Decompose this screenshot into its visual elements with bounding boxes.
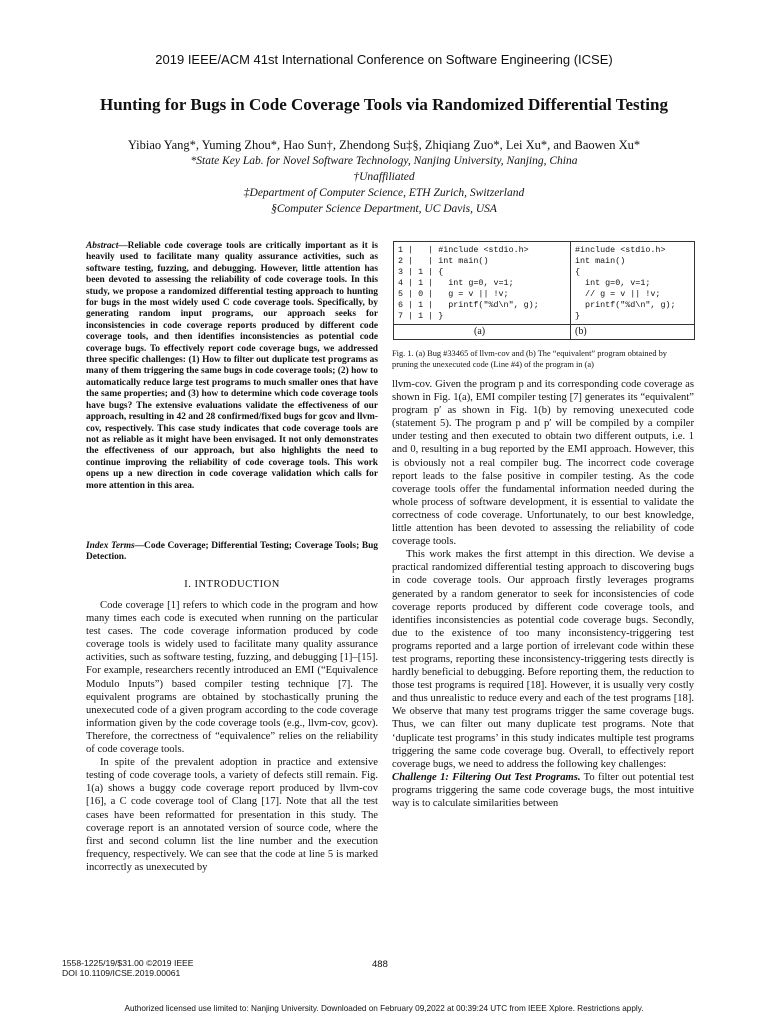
code-line: 1 | | #include <stdio.h>	[398, 245, 529, 255]
code-line: 2 | | int main()	[398, 256, 489, 266]
license-notice: Authorized licensed use limited to: Nanjing University. Downloaded on February 09,2022 at 00:39:24 UTC from IEEE Xplore. Restrictions apply.	[124, 1004, 644, 1013]
right-paragraph-2: This work makes the first attempt in this direction. We devise a practical randomized differential testing approach to discovering bugs in code coverage tools. Our approach firstly leverages programs generated by a random generator to seek for inconsistencies of code coverage reports produced by different code coverage tools, and identifies inconsistencies as potential code coverage bugs. Secondly, due to the existence of too many inconsistency-triggering test programs reported and a large portion of irrelevant code within these test programs, reporting these inconsistency-triggering tests directly is hardly beneficial to debugging. Before reporting them, the reduction to those test programs is required [18]. However, it is usually very costly and thus unrealistic to reduce every and each of the test programs [18]. We observe that many test programs trigger the same coverage bugs. Thus, we can filter out many duplicate test programs. Note that ‘duplicate test programs’ in this study indicates multiple test programs triggering the same code coverage bug. Overall, to effectively report coverage bugs, we need to address the following key challenges:	[392, 549, 694, 770]
issn-text: 1558-1225/19/$31.00 ©2019 IEEE	[62, 958, 194, 968]
code-line: #include <stdio.h>	[575, 245, 666, 255]
affiliation-4: §Computer Science Department, UC Davis, USA	[271, 203, 497, 215]
abstract	[86, 241, 378, 492]
index-terms-text: —Code Coverage; Differential Testing; Coverage Tools; Bug Detection.	[86, 541, 378, 563]
code-line: }	[575, 311, 581, 321]
abstract-text: —Reliable code coverage tools are critically important as it is heavily used to facilitate many quality assurance activities, such as software testing, fuzzing, and debugging. However, little attention has been devoted to assessing the reliability of code coverage tools. In this study, we propose a randomized differential testing approach to hunting for bugs in the most widely used C code coverage tools. Specifically, by generating random input programs, our approach seeks for inconsistencies in code coverage reports produced by different code coverage tools, and then identifies inconsistencies as potential code coverage bugs. To effectively report code coverage bugs, we addressed three specific challenges: (1) How to filter out duplicate test programs as many of them triggering the same bugs in code coverage tools; (2) how to automatically reduce large test programs to much smaller ones that have the same properties; and (3) how to determine which code coverage tools have bugs? The extensive evaluations validate the effectiveness of our approach, resulting in 42 and 28 confirmed/fixed bugs for gcov and llvm-cov, respectively. This case study indicates that code coverage tools are not as reliable as it might have been envisaged. It not only demonstrates the effectiveness of our approach, but also highlights the need to continue improving the reliability of code coverage tools. This work opens up a new direction in code coverage validation which calls for more attention in this area.	[86, 241, 378, 491]
code-line: int g=0, v=1;	[575, 278, 651, 288]
code-line: 7 | 1 | }	[398, 311, 444, 321]
code-line: 5 | 0 | g = v || !v;	[398, 289, 509, 299]
figure-1	[393, 241, 695, 340]
figure-divider	[394, 324, 694, 325]
intro-body	[86, 599, 378, 874]
figure-1b-label: (b)	[575, 326, 587, 337]
abstract-label: Abstract	[86, 241, 119, 251]
paper-title: Hunting for Bugs in Code Coverage Tools via Randomized Differential Testing	[100, 95, 668, 114]
section-heading: I. INTRODUCTION	[184, 579, 280, 590]
code-line: {	[575, 267, 581, 277]
conference-header: 2019 IEEE/ACM 41st International Conference on Software Engineering (ICSE)	[155, 52, 613, 67]
right-column-body	[392, 378, 694, 810]
intro-paragraph-2: In spite of the prevalent adoption in practice and extensive testing of code coverage tools, a variety of defects still remain. Fig. 1(a) shows a buggy code coverage report produced by llvm-cov [16], a C code coverage tool of Clang [17]. Note that all the test cases have been reformatted for presentation in this study. The coverage report is an annotated version of source code, where the first and second column list the line number and the execution frequency, respectively. We can see that the code at line 5 is marked incorrectly as unexecuted by	[86, 757, 378, 873]
code-line: 6 | 1 | printf("%d\n", g);	[398, 300, 539, 310]
affiliation-2: †Unaffiliated	[353, 171, 415, 183]
footer-info	[62, 958, 194, 978]
affiliation-3: ‡Department of Computer Science, ETH Zurich, Switzerland	[243, 187, 525, 199]
challenge-paragraph	[392, 771, 694, 810]
figure-1a-label: (a)	[474, 326, 486, 337]
code-line: // g = v || !v;	[575, 289, 661, 299]
affiliation-1: *State Key Lab. for Novel Software Technology, Nanjing University, Nanjing, China	[190, 155, 578, 167]
code-line: int main()	[575, 256, 626, 266]
doi-text: DOI 10.1109/ICSE.2019.00061	[62, 968, 181, 978]
index-terms-label: Index Terms	[86, 541, 135, 551]
intro-paragraph-1: Code coverage [1] refers to which code in the program and how many times each code is executed when running on the particular test cases. The code coverage information produced by code coverage tools is widely used to facilitate many quality assurance activities, such as software testing, fuzzing, and debugging [1]–[15]. For example, researchers recently introduced an EMI (“Equivalence Modulo Inputs”) based compiler testing technique [7]. The equivalent programs are obtained by stochastically pruning the unexecuted code of a given program according to the code coverage information given by the code coverage tools (e.g., llvm-cov, gcov). Therefore, the correctness of “equivalence” relies on the reliability of code coverage tools.	[86, 600, 378, 756]
figure-1-caption: Fig. 1. (a) Bug #33465 of llvm-cov and (b) The “equivalent” program obtained by pruning the unexecuted code (Line #4) of the program in (a)	[392, 349, 667, 369]
code-line: printf("%d\n", g);	[575, 300, 676, 310]
author-list: Yibiao Yang*, Yuming Zhou*, Hao Sun†, Zhendong Su‡§, Zhiqiang Zuo*, Lei Xu*, and Baowen Xu*	[127, 138, 641, 152]
challenge-label: Challenge 1: Filtering Out Test Programs.	[392, 771, 581, 783]
page-number: 488	[372, 959, 388, 970]
code-line: 4 | 1 | int g=0, v=1;	[398, 278, 514, 288]
code-line: 3 | 1 | {	[398, 267, 444, 277]
right-paragraph-1: llvm-cov. Given the program p and its corresponding code coverage as shown in Fig. 1(a), EMI compiler testing [7] generates its “equivalent” program p′ as shown in Fig. 1(b) by removing unexecuted code (statement 5). The program p and p′ will be compiled by a compiler under testing and then executed to obtain two different outputs, i.e. 1 and 0, resulting in a bug reported by the EMI approach. However, this is obviously not a real compiler bug. The incorrect code coverage report leads to the false positive in compiler testing. As the code coverage tools offer the fundamental information needed during the whole process of software development, it is essential to validate the correctness of code coverage. Unfortunately, to our best knowledge, little attention has been devoted to assessing the reliability of code coverage tools.	[392, 379, 694, 548]
challenge-text: To filter out potential test programs triggering the same code coverage bugs, the most intuitive way is to calculate similarities between	[392, 771, 694, 809]
index-terms	[86, 541, 378, 564]
